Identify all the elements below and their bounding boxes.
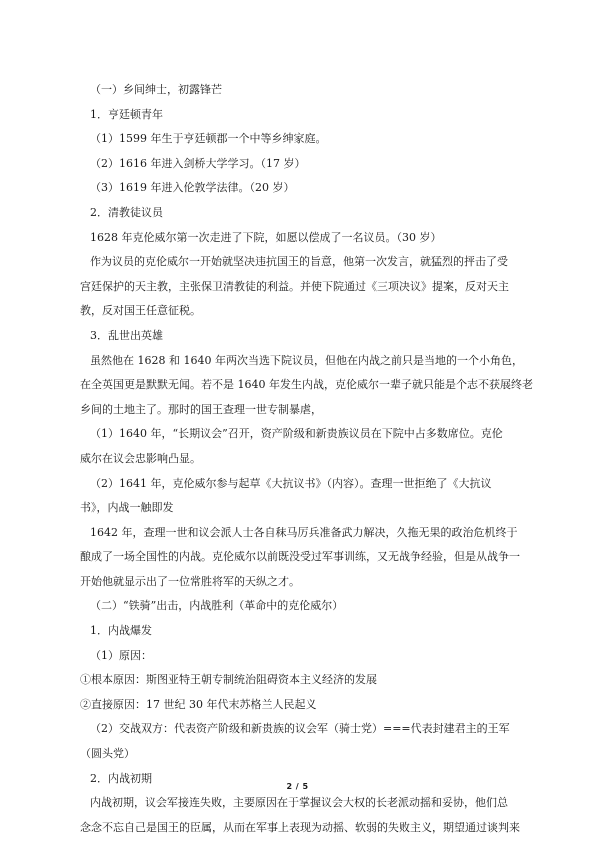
subheading-puritan-mp: 2．清教徒议员 <box>90 205 163 219</box>
list-item: （1）原因： <box>90 648 152 662</box>
paragraph-line: 在全英国更是默默无闻。若不是 1640 年发生内战，克伦威尔一辈子就只能是个志不获展终老 <box>80 378 533 392</box>
subheading-hero-in-turmoil: 3．乱世出英雄 <box>90 328 163 342</box>
list-item: （1）1599 年生于亨廷顿郡一个中等乡绅家庭。 <box>90 132 327 146</box>
section-heading-1: （一）乡间绅士，初露锋芒 <box>90 83 222 96</box>
paragraph-line: 开始他就显示出了一位常胜将军的天纵之才。 <box>80 574 300 588</box>
paragraph-line: 1628 年克伦威尔第一次走进了下院，如愿以偿成了一名议员。（30 岁） <box>90 230 442 244</box>
list-item: ②直接原因：17 世纪 30 年代末苏格兰人民起义 <box>80 697 317 711</box>
list-item: （3）1619 年进入伦敦学法律。（20 岁） <box>90 181 295 195</box>
paragraph-line: 虽然他在 1628 和 1640 年两次当选下院议员，但他在内战之前只是当地的一个小角色， <box>90 353 523 367</box>
paragraph-line: 酿成了一场全国性的内战。克伦威尔以前既没受过军事训练，又无战争经验，但是从战争一 <box>80 550 520 564</box>
paragraph-line: 念念不忘自己是国王的臣属，从而在军事上表现为动摇、软弱的失败主义，期望通过谈判来 <box>80 820 520 834</box>
section-heading-2: （二）“铁骑”出击，内战胜利（革命中的克伦威尔） <box>90 599 344 613</box>
list-item: （2）交战双方：代表资产阶级和新贵族的议会军（骑士党）===代表封建君主的王军 <box>90 722 510 736</box>
document-body <box>80 78 533 840</box>
list-item: （2）1641 年，克伦威尔参与起草《大抗议书》（内容）。查理一世拒绝了《大抗议 <box>90 476 492 490</box>
subheading-outbreak: 1．内战爆发 <box>90 624 152 638</box>
list-item: （2）1616 年进入剑桥大学学习。（17 岁） <box>90 156 306 170</box>
subheading-early-war: 2．内战初期 <box>90 771 152 785</box>
paragraph-line: 威尔在议会忠影响凸显。 <box>80 451 201 465</box>
paragraph-line: 内战初期，议会军接连失败，主要原因在于掌握议会大权的长老派动摇和妥协，他们总 <box>90 796 508 810</box>
subheading-huntingdon-youth: 1．亨廷顿青年 <box>90 107 163 121</box>
paragraph-line: 教，反对国王任意征税。 <box>80 304 201 318</box>
paragraph-line: 书》，内战一触即发 <box>80 501 174 515</box>
page-number: 2 / 5 <box>286 782 309 791</box>
paragraph-line: （圆头党） <box>80 747 135 761</box>
paragraph-line: 乡间的土地主了。那时的国王查理一世专制暴虐， <box>80 402 322 416</box>
paragraph-line: 宫廷保护的天主教，主张保卫清教徒的利益。并使下院通过《三项决议》提案，反对天主 <box>80 279 509 293</box>
paragraph-line: 1642 年，查理一世和议会派人士各自秣马厉兵准备武力解决，久拖无果的政治危机终于 <box>90 525 518 539</box>
list-item: ①根本原因：斯图亚特王朝专制统治阻碍资本主义经济的发展 <box>80 673 377 687</box>
list-item: （1）1640 年，“长期议会”召开，资产阶级和新贵族议员在下院中占多数席位。克伦 <box>90 427 503 441</box>
paragraph-line: 作为议员的克伦威尔一开始就坚决违抗国王的旨意，他第一次发言，就猛烈的抨击了受 <box>90 255 508 269</box>
